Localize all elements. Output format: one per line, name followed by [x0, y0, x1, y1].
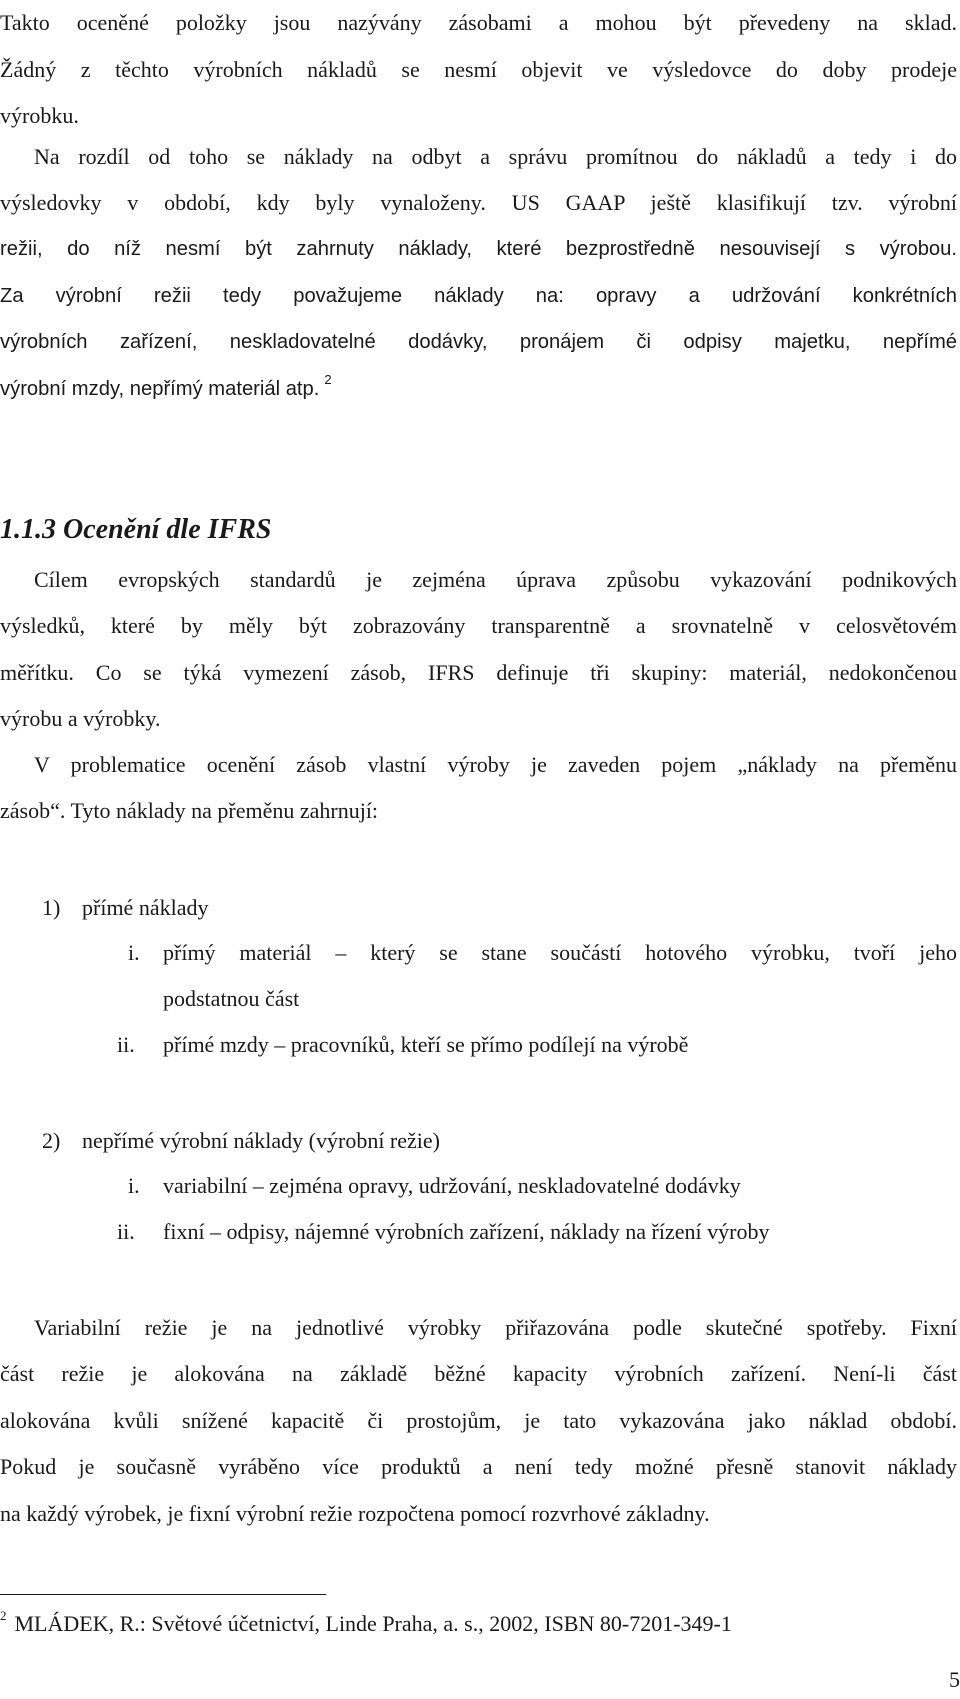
list-number: 2) [42, 1128, 61, 1153]
sublist-item [163, 930, 957, 977]
sublist-item-continuation: podstatnou část [163, 986, 300, 1011]
closing-paragraph-end [0, 1491, 957, 1538]
text-line: část režie je alokována na základě běžné kapacity výrobních zařízení. Není-li část [0, 1361, 957, 1386]
text-line: Pokud je současně vyráběno více produktů a není tedy možné přesně stanovit náklady [0, 1454, 957, 1480]
text-line: výsledovky v období, kdy byly vynaloženy. US GAAP ještě klasifikují tzv. výrobní [0, 190, 957, 215]
closing-paragraph-start [0, 1305, 957, 1352]
text-line: výrobu a výrobky. [0, 706, 161, 731]
sublist-item: přímé mzdy – pracovníků, kteří se přímo podílejí na výrobě [163, 1032, 689, 1057]
overhead-paragraph [0, 226, 957, 366]
text-line: Žádný z těchto výrobních nákladů se nesmí objevit ve výsledovce do doby prodeje [0, 56, 957, 82]
text-line: alokována kvůli snížené kapacitě či prostojům, je tato vykazována jako náklad období. [0, 1407, 957, 1433]
text-line: výsledků, které by měly být zobrazovány transparentně a srovnatelně v celosvětovém [0, 613, 957, 638]
text-line: režii, do níž nesmí být zahrnuty náklady, které bezprostředně nesouvisejí s výrobou. [0, 238, 957, 260]
text-line: výrobku. [0, 103, 79, 128]
overhead-paragraph-end [0, 366, 957, 415]
footnote-text: MLÁDEK, R.: Světové účetnictví, Linde Praha, a. s., 2002, ISBN 80-7201-349-1 [14, 1611, 732, 1636]
ifrs-paragraph-start [0, 557, 957, 604]
ifrs-paragraph [0, 603, 957, 696]
footnote-separator [0, 1594, 326, 1595]
footnote-reference[interactable]: 2 [324, 372, 332, 387]
ifrs-paragraph-end [0, 696, 957, 743]
text-line: výrobní mzdy, nepřímý materiál atp. [0, 378, 320, 400]
sublist-number: i. [128, 940, 140, 965]
text-line: měřítku. Co se týká vymezení zásob, IFRS definuje tři skupiny: materiál, nedokončenou [0, 659, 957, 685]
gaap-paragraph-start [0, 134, 957, 181]
sublist-item: fixní – odpisy, nájemné výrobních zařízení, náklady na řízení výroby [163, 1219, 770, 1244]
page-number: 5 [949, 1667, 960, 1692]
list-item-label: přímé náklady [82, 895, 209, 920]
sublist-number: ii. [117, 1219, 135, 1244]
text-line: přímý materiál – který se stane součástí hotového výrobku, tvoří jeho [163, 940, 957, 965]
text-line: Na rozdíl od toho se náklady na odbyt a správu promítnou do nákladů a tedy i do [34, 144, 957, 169]
text-line: V problematice ocenění zásob vlastní výroby je zaveden pojem „náklady na přeměnu [34, 752, 957, 777]
footnote [0, 1608, 732, 1643]
conversion-paragraph-start [0, 742, 957, 789]
sublist-number: ii. [117, 1032, 135, 1057]
gaap-paragraph-line [0, 180, 957, 227]
sublist-number: i. [128, 1173, 140, 1198]
section-heading: 1.1.3 Ocenění dle IFRS [0, 514, 272, 545]
conversion-paragraph-end [0, 788, 957, 835]
text-line: zásob“. Tyto náklady na přeměnu zahrnují: [0, 798, 379, 823]
closing-paragraph [0, 1351, 957, 1491]
text-line: Takto oceněné položky jsou nazývány zásobami a mohou být převedeny na sklad. [0, 10, 957, 35]
list-number: 1) [42, 895, 61, 920]
intro-paragraph [0, 0, 957, 93]
text-line: Za výrobní režii tedy považujeme náklady na: opravy a udržování konkrétních [0, 284, 957, 307]
sublist-item: variabilní – zejména opravy, udržování, neskladovatelné dodávky [163, 1173, 741, 1198]
list-item-label: nepřímé výrobní náklady (výrobní režie) [82, 1128, 440, 1153]
text-line: výrobních zařízení, neskladovatelné dodávky, pronájem či odpisy majetku, nepřímé [0, 331, 957, 354]
text-line: na každý výrobek, je fixní výrobní režie rozpočtena pomocí rozvrhové základny. [0, 1501, 710, 1526]
intro-paragraph-end [0, 93, 957, 140]
text-line: Variabilní režie je na jednotlivé výrobky přiřazována podle skutečné spotřeby. Fixní [34, 1315, 957, 1340]
footnote-mark: 2 [0, 1608, 7, 1623]
text-line: Cílem evropských standardů je zejména úprava způsobu vykazování podnikových [34, 567, 957, 592]
